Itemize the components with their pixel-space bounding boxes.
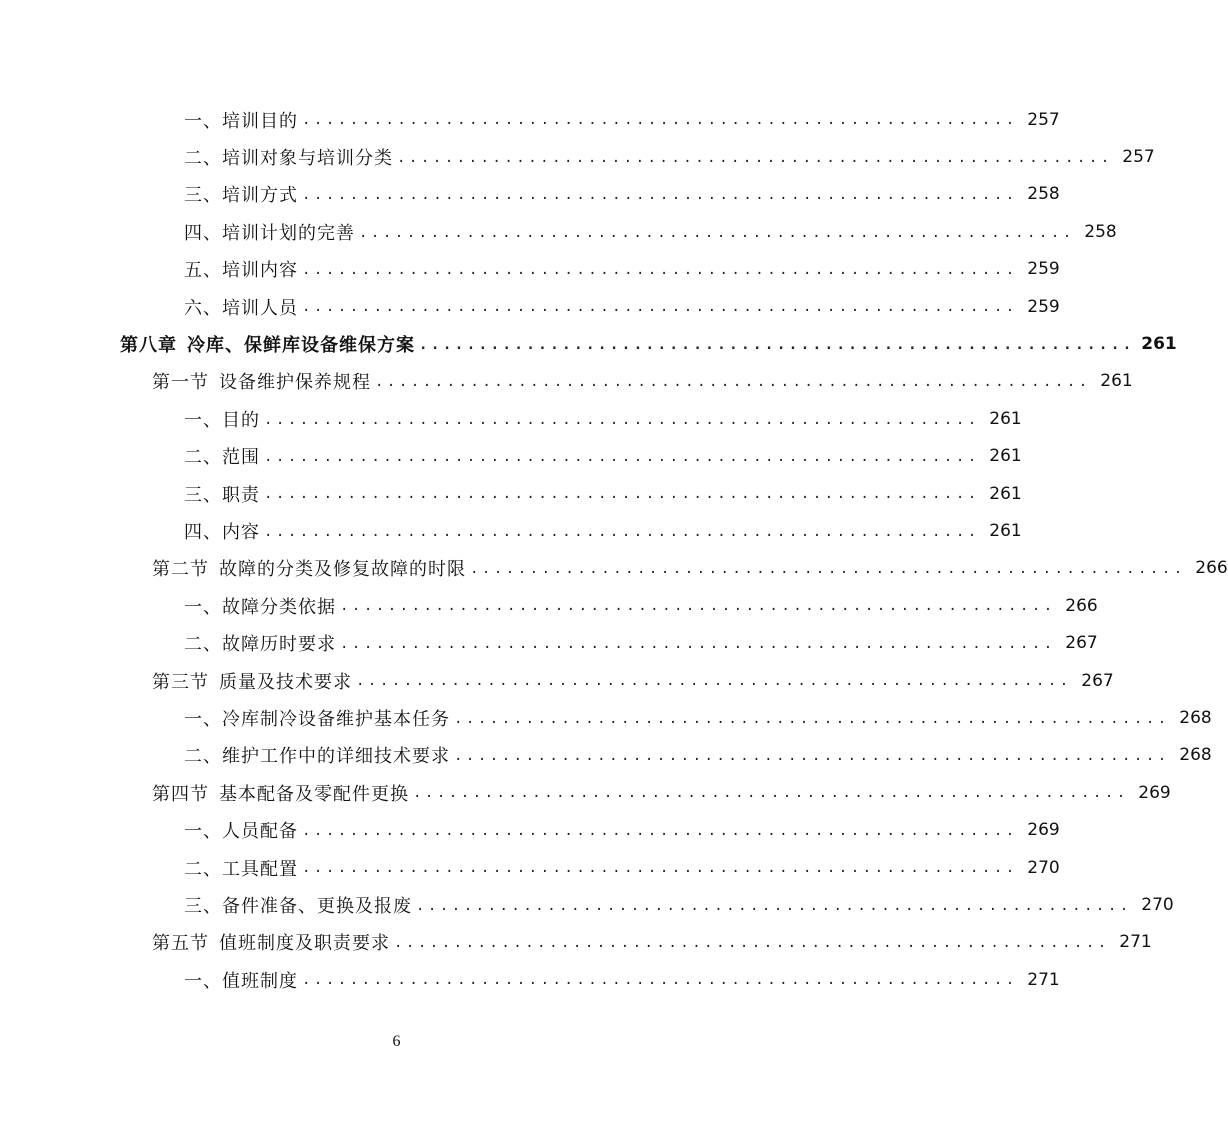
toc-page-number: 268 bbox=[1179, 745, 1212, 766]
toc-subsection-entry[interactable] bbox=[0, 961, 1060, 998]
dot-leader: ............................................................ bbox=[375, 374, 1091, 391]
dot-leader: ............................................................ bbox=[419, 336, 1135, 353]
page-number: 6 bbox=[392, 1033, 401, 1050]
toc-entry-text: 一、目的 bbox=[184, 409, 260, 431]
toc-entry-text: 冷库、保鲜库设备维保方案 bbox=[187, 335, 415, 357]
toc-entry-title bbox=[184, 144, 393, 170]
toc-page-number: 259 bbox=[1027, 259, 1060, 280]
toc-entry-text: 一、人员配备 bbox=[184, 821, 298, 843]
toc-entry-text: 一、值班制度 bbox=[184, 970, 298, 992]
toc-entry-text: 质量及技术要求 bbox=[219, 671, 352, 693]
dot-leader: ............................................................ bbox=[470, 561, 1186, 578]
toc-subsection-entry[interactable] bbox=[0, 811, 1060, 848]
toc-entry-text: 三、培训方式 bbox=[184, 185, 298, 207]
toc-subsection-entry[interactable] bbox=[0, 138, 1155, 175]
toc-entry-title bbox=[184, 892, 412, 918]
toc-subsection-entry[interactable] bbox=[0, 512, 1022, 549]
toc-entry-title bbox=[184, 630, 336, 656]
toc-page-number: 269 bbox=[1027, 820, 1060, 841]
toc-entry-text: 三、备件准备、更换及报废 bbox=[184, 895, 412, 917]
dot-leader: ............................................................ bbox=[302, 112, 1018, 129]
toc-entry-title bbox=[152, 668, 352, 694]
toc-subsection-entry[interactable] bbox=[0, 101, 1060, 138]
toc-chapter-entry[interactable] bbox=[0, 325, 1177, 362]
toc-entry-label: 第五节 bbox=[152, 933, 209, 955]
toc-page-number: 271 bbox=[1119, 932, 1152, 953]
toc-subsection-entry[interactable] bbox=[0, 849, 1060, 886]
dot-leader: ............................................................ bbox=[413, 785, 1129, 802]
toc-entry-text: 三、职责 bbox=[184, 484, 260, 506]
toc-entry-text: 二、培训对象与培训分类 bbox=[184, 148, 393, 170]
toc-page-number: 261 bbox=[989, 520, 1022, 541]
toc-entry-title bbox=[152, 555, 466, 581]
toc-page-number: 267 bbox=[1065, 633, 1098, 654]
toc-entry-title bbox=[184, 967, 298, 993]
toc-entry-text: 一、培训目的 bbox=[184, 110, 298, 132]
toc-entry-title bbox=[184, 518, 260, 544]
toc-subsection-entry[interactable] bbox=[0, 251, 1060, 288]
dot-leader: ............................................................ bbox=[302, 860, 1018, 877]
toc-entry-title bbox=[184, 294, 298, 320]
toc-entry-title bbox=[120, 331, 415, 357]
toc-section-entry[interactable] bbox=[0, 662, 1114, 699]
dot-leader: ............................................................ bbox=[340, 598, 1056, 615]
toc-page-number: 267 bbox=[1081, 670, 1114, 691]
dot-leader: ............................................................ bbox=[416, 897, 1132, 914]
table-of-contents bbox=[0, 101, 1228, 998]
toc-entry-title bbox=[184, 593, 336, 619]
toc-entry-label: 第一节 bbox=[152, 372, 209, 394]
dot-leader: ............................................................ bbox=[302, 187, 1018, 204]
toc-entry-label: 第四节 bbox=[152, 783, 209, 805]
dot-leader: ............................................................ bbox=[356, 673, 1072, 690]
toc-entry-label: 第三节 bbox=[152, 671, 209, 693]
toc-page-number: 259 bbox=[1027, 296, 1060, 317]
toc-entry-title bbox=[184, 817, 298, 843]
toc-page-number: 261 bbox=[989, 408, 1022, 429]
toc-page-number: 271 bbox=[1027, 969, 1060, 990]
dot-leader: ............................................................ bbox=[454, 710, 1170, 727]
dot-leader: ............................................................ bbox=[397, 149, 1113, 166]
toc-entry-text: 值班制度及职责要求 bbox=[219, 933, 390, 955]
toc-entry-title bbox=[184, 219, 355, 245]
toc-section-entry[interactable] bbox=[0, 924, 1152, 961]
toc-section-entry[interactable] bbox=[0, 774, 1171, 811]
toc-entry-text: 四、培训计划的完善 bbox=[184, 222, 355, 244]
toc-entry-text: 二、工具配置 bbox=[184, 858, 298, 880]
toc-page-number: 266 bbox=[1195, 558, 1228, 579]
toc-section-entry[interactable] bbox=[0, 550, 1228, 587]
toc-entry-text: 六、培训人员 bbox=[184, 297, 298, 319]
dot-leader: ............................................................ bbox=[302, 299, 1018, 316]
dot-leader: ............................................................ bbox=[264, 486, 980, 503]
toc-page-number: 261 bbox=[989, 446, 1022, 467]
toc-entry-title bbox=[184, 705, 450, 731]
toc-entry-title bbox=[184, 107, 298, 133]
dot-leader: ............................................................ bbox=[264, 523, 980, 540]
toc-subsection-entry[interactable] bbox=[0, 886, 1174, 923]
dot-leader: ............................................................ bbox=[302, 972, 1018, 989]
dot-leader: ............................................................ bbox=[394, 934, 1110, 951]
toc-entry-text: 一、故障分类依据 bbox=[184, 596, 336, 618]
dot-leader: ............................................................ bbox=[264, 411, 980, 428]
toc-entry-text: 一、冷库制冷设备维护基本任务 bbox=[184, 708, 450, 730]
toc-subsection-entry[interactable] bbox=[0, 213, 1117, 250]
dot-leader: ............................................................ bbox=[340, 635, 1056, 652]
toc-subsection-entry[interactable] bbox=[0, 438, 1022, 475]
toc-entry-text: 五、培训内容 bbox=[184, 260, 298, 282]
toc-subsection-entry[interactable] bbox=[0, 624, 1098, 661]
toc-entry-title bbox=[184, 481, 260, 507]
toc-page-number: 270 bbox=[1027, 857, 1060, 878]
toc-entry-title bbox=[152, 368, 371, 394]
toc-subsection-entry[interactable] bbox=[0, 475, 1022, 512]
toc-entry-title bbox=[184, 855, 298, 881]
toc-section-entry[interactable] bbox=[0, 363, 1133, 400]
toc-page-number: 261 bbox=[1100, 371, 1133, 392]
dot-leader: ............................................................ bbox=[454, 748, 1170, 765]
toc-entry-text: 故障的分类及修复故障的时限 bbox=[219, 559, 466, 581]
dot-leader: ............................................................ bbox=[302, 822, 1018, 839]
toc-entry-title bbox=[184, 256, 298, 282]
toc-entry-text: 基本配备及零配件更换 bbox=[219, 783, 409, 805]
toc-entry-text: 设备维护保养规程 bbox=[219, 372, 371, 394]
toc-entry-title bbox=[184, 742, 450, 768]
toc-entry-title bbox=[152, 780, 409, 806]
toc-subsection-entry[interactable] bbox=[0, 288, 1060, 325]
dot-leader: ............................................................ bbox=[264, 448, 980, 465]
dot-leader: ............................................................ bbox=[302, 261, 1018, 278]
toc-page-number: 261 bbox=[989, 483, 1022, 504]
toc-subsection-entry[interactable] bbox=[0, 400, 1022, 437]
toc-subsection-entry[interactable] bbox=[0, 737, 1212, 774]
dot-leader: ............................................................ bbox=[359, 224, 1075, 241]
toc-entry-title bbox=[152, 929, 390, 955]
toc-page-number: 269 bbox=[1138, 782, 1171, 803]
toc-entry-label: 第八章 bbox=[120, 335, 177, 357]
toc-subsection-entry[interactable] bbox=[0, 176, 1060, 213]
toc-page-number: 258 bbox=[1084, 221, 1117, 242]
toc-entry-label: 第二节 bbox=[152, 559, 209, 581]
toc-subsection-entry[interactable] bbox=[0, 699, 1212, 736]
toc-entry-text: 二、维护工作中的详细技术要求 bbox=[184, 746, 450, 768]
toc-page-number: 266 bbox=[1065, 595, 1098, 616]
toc-entry-title bbox=[184, 443, 260, 469]
toc-page-number: 270 bbox=[1141, 894, 1174, 915]
toc-entry-text: 二、故障历时要求 bbox=[184, 634, 336, 656]
toc-page-number: 258 bbox=[1027, 184, 1060, 205]
toc-entry-text: 四、内容 bbox=[184, 521, 260, 543]
toc-page-number: 257 bbox=[1027, 109, 1060, 130]
toc-entry-title bbox=[184, 406, 260, 432]
toc-entry-text: 二、范围 bbox=[184, 447, 260, 469]
toc-page-number: 268 bbox=[1179, 707, 1212, 728]
toc-entry-title bbox=[184, 181, 298, 207]
toc-page-number: 257 bbox=[1122, 147, 1155, 168]
toc-subsection-entry[interactable] bbox=[0, 587, 1098, 624]
toc-page-number: 261 bbox=[1141, 334, 1177, 355]
